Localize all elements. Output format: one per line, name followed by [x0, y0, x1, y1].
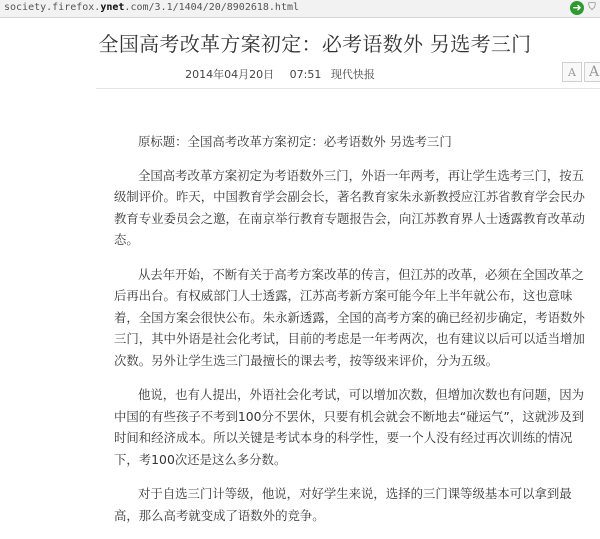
font-decrease-label: A: [568, 66, 576, 79]
original-title-paragraph: 原标题：全国高考改革方案初定：必考语数外 另选考三门: [138, 134, 452, 149]
url-prefix: society.firefox.: [4, 2, 101, 13]
url-domain: ynet: [100, 2, 125, 13]
article-time: 07:51: [289, 68, 322, 81]
article-paragraph: 全国高考改革方案初定为考语数外三门，外语一年两考，再让学生选考三门，按五级制评价。昨天，中国教育学会副会长，著名教育家朱永新教授应江苏省教育学会民办教育专业委员会之邀，在南京举行教育专题报告会，向江苏教育界人士透露教育改革动态。: [114, 167, 585, 247]
article-title: 全国高考改革方案初定：必考语数外 另选考三门: [98, 32, 532, 56]
url-suffix: .com/3.1/1404/20/8902618.html: [124, 2, 300, 13]
font-decrease-button[interactable]: [562, 62, 582, 82]
address-bar[interactable]: [0, 0, 600, 18]
article-body: [114, 131, 596, 539]
article-source[interactable]: 现代快报: [330, 68, 375, 81]
article-paragraph: 对于自选三门计等级，他说，对好学生来说，选择的三门课等级基本可以拿到最高，那么高考就变成了语数外的竞争。: [114, 486, 572, 523]
arrow-right-icon[interactable]: ➜: [570, 1, 584, 15]
font-increase-label: A: [588, 64, 600, 80]
font-increase-button[interactable]: [584, 62, 600, 82]
article-paragraph: 他说，也有人提出，外语社会化考试，可以增加次数，但增加次数也有问题，因为中国的有些孩子不考到100分不罢休，只要有机会就会不断地去“碰运气”，这就涉及到时间和经济成本。所以关键是考试本身的科学性，要一个人没有经过再次训练的情况下，考100次还是这么多分数。: [114, 387, 585, 467]
header-divider: [96, 88, 600, 89]
article-date: 2014年04月20日: [185, 68, 275, 81]
url-text[interactable]: [4, 2, 299, 13]
article-meta: [100, 66, 460, 82]
shield-icon[interactable]: ⛉: [588, 2, 596, 13]
article-paragraph: 从去年开始，不断有关于高考方案改革的传言，但江苏的改革，必须在全国改革之后再出台。有权威部门人士透露，江苏高考新方案可能今年上半年就公布，这也意味着，全国方案会很快公布。朱永新透露，全国的高考方案的确已经初步确定，考语数外三门，其中外语是社会化考试，目前的考虑是一年考两次，也有建议以后可以适当增加次数。另外让学生选三门最擅长的课去考，按等级来评价，分为五级。: [114, 266, 585, 368]
